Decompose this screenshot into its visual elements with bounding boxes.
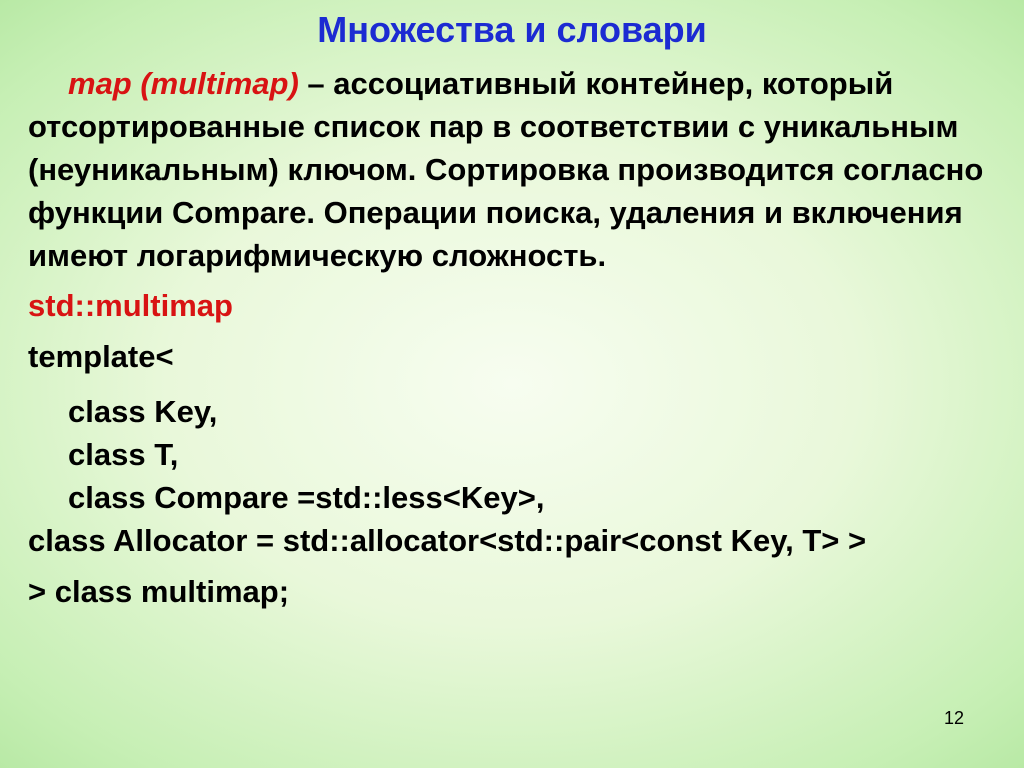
code-line-t: class T, — [68, 437, 179, 472]
code-line-key: class Key, — [68, 394, 218, 429]
code-heading: std::multimap — [28, 288, 233, 323]
description-text: – ассоциативный контейнер, который отсортированные список пар в соответствии с уникальным (неуникальным) ключом. Сортировка производится согласно функции Compare. Операции поиска, удаления и включения имеют логарифмическую сложность. — [28, 66, 984, 273]
page-number: 12 — [943, 708, 964, 728]
code-line-compare: class Compare =std::less<Key>, — [68, 480, 545, 515]
code-line-allocator: class Allocator = std::allocator<std::pair<const Key, T> > — [28, 523, 867, 558]
code-line-template: template< — [28, 339, 174, 374]
slide-body — [28, 62, 1008, 613]
code-line-class-multimap: > class multimap; — [28, 574, 290, 609]
description-paragraph — [28, 62, 1008, 277]
slide-title: Множества и словари — [317, 9, 707, 50]
term-map-multimap: map (multimap) — [68, 66, 299, 101]
